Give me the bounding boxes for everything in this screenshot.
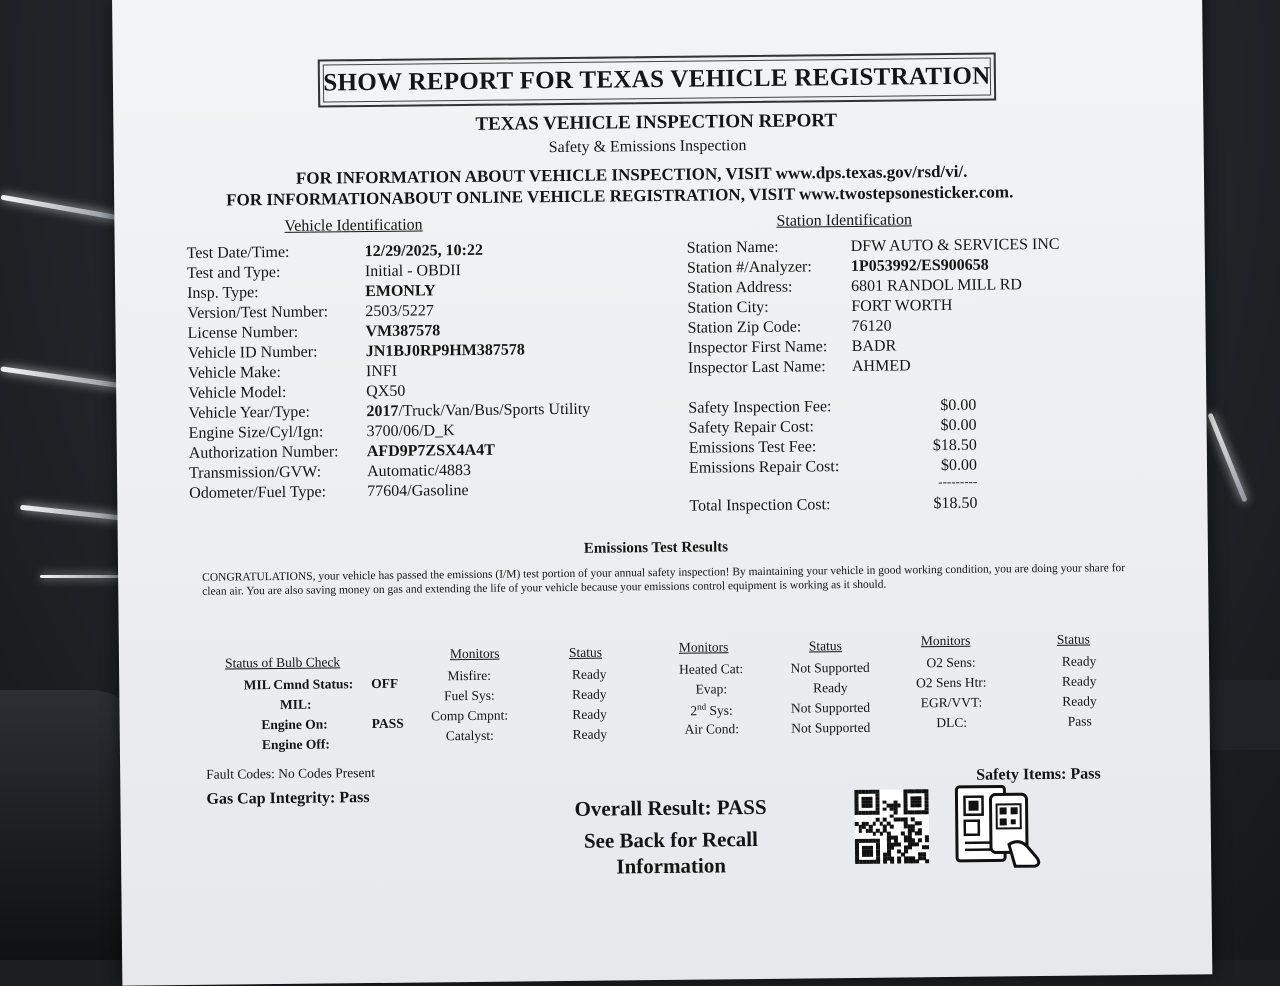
monitor-name: Catalyst:	[420, 727, 520, 744]
field-label: Station Zip Code:	[687, 319, 801, 338]
field-value: 77604/Gasoline	[367, 482, 469, 501]
monitor-name: Fuel Sys:	[419, 687, 519, 704]
model-year: 2017	[366, 403, 398, 420]
report-subtitle: Safety & Emissions Inspection	[549, 137, 747, 157]
monitor-name: Evap:	[659, 681, 763, 698]
body-type: /Truck/Van/Bus/Sports Utility	[398, 401, 590, 420]
field-label: Vehicle ID Number:	[188, 344, 318, 363]
recall-notice-line-1: See Back for Recall	[541, 827, 801, 855]
ceiling-light	[1207, 413, 1247, 503]
field-value: AHMED	[852, 357, 911, 376]
field-label: Inspector Last Name:	[688, 358, 826, 377]
monitor-status: Ready	[1039, 673, 1119, 690]
field-value: VM387578	[365, 322, 440, 341]
bulb-value: OFF	[371, 676, 398, 692]
bulb-check-heading: Status of Bulb Check	[225, 654, 340, 671]
fee-value: $0.00	[922, 397, 976, 416]
monitor-name: Air Cond:	[660, 721, 764, 738]
overall-result: Overall Result: PASS	[540, 795, 800, 823]
safety-items: Safety Items: Pass	[976, 765, 1101, 784]
bulb-label: MIL Cmnd Status:	[229, 676, 353, 693]
fee-value: $0.00	[923, 457, 977, 476]
qr-code-icon	[854, 789, 929, 864]
field-label: Test and Type:	[187, 264, 281, 283]
field-label: Insp. Type:	[187, 284, 259, 303]
ceiling-light	[0, 366, 124, 388]
monitor-name: DLC:	[900, 714, 1004, 731]
monitor-status: Ready	[775, 680, 885, 697]
field-label: Vehicle Year/Type:	[188, 404, 310, 423]
monitors-header: Monitors	[679, 639, 729, 656]
field-label: Transmission/GVW:	[189, 464, 321, 483]
document-phone-qr-icon	[950, 782, 1045, 869]
field-value: Initial - OBDII	[365, 262, 461, 281]
total-cost-label: Total Inspection Cost:	[689, 496, 830, 515]
monitor-name: O2 Sens:	[899, 654, 1003, 671]
fee-separator: ---------	[923, 474, 977, 491]
fee-label: Safety Inspection Fee:	[688, 398, 831, 417]
ceiling-light	[40, 575, 120, 578]
fee-value: $0.00	[922, 417, 976, 436]
fee-label: Safety Repair Cost:	[689, 418, 814, 437]
field-value: INFI	[366, 363, 397, 381]
field-label: Station Address:	[687, 279, 793, 298]
monitor-status: Ready	[1039, 693, 1119, 710]
field-value: 3700/06/D_K	[367, 422, 455, 441]
monitor-name: 2nd Sys:	[659, 701, 763, 720]
status-header: Status	[569, 645, 602, 661]
monitor-status: Ready	[550, 706, 630, 723]
field-value: FORT WORTH	[851, 297, 952, 316]
field-value: JN1BJ0RP9HM387578	[366, 341, 525, 361]
fee-label: Emissions Test Fee:	[689, 438, 817, 457]
field-label: Test Date/Time:	[187, 244, 290, 263]
field-label: Station Name:	[687, 239, 779, 258]
monitor-status: Not Supported	[776, 720, 886, 737]
field-value: DFW AUTO & SERVICES INC	[851, 236, 1060, 256]
field-value: 6801 RANDOL MILL RD	[851, 276, 1022, 296]
field-value: EMONLY	[365, 282, 436, 301]
field-label: Inspector First Name:	[688, 338, 828, 357]
monitor-status: Ready	[549, 666, 629, 683]
report-title: TEXAS VEHICLE INSPECTION REPORT	[475, 110, 837, 136]
field-label: Vehicle Model:	[188, 384, 286, 403]
field-value: 2503/5227	[365, 302, 434, 321]
monitor-name: Heated Cat:	[659, 661, 763, 678]
vehicle-identification-heading: Vehicle Identification	[284, 216, 422, 235]
field-value	[366, 401, 590, 421]
monitor-status: Ready	[1039, 653, 1119, 670]
field-value: Automatic/4883	[367, 462, 471, 481]
status-header: Status	[1057, 632, 1090, 648]
monitor-status: Not Supported	[775, 660, 885, 677]
field-value: QX50	[366, 383, 405, 401]
monitor-name: Comp Cmpnt:	[420, 707, 520, 724]
field-value: 12/29/2025, 10:22	[365, 242, 483, 261]
bulb-value: PASS	[372, 716, 404, 732]
field-label: Station City:	[687, 299, 769, 318]
field-label: Odometer/Fuel Type:	[189, 483, 326, 502]
field-label: Vehicle Make:	[188, 364, 281, 383]
bulb-label: Engine On:	[230, 716, 328, 733]
field-value: 76120	[851, 318, 891, 336]
inspection-report-paper	[112, 0, 1212, 986]
monitor-name: Misfire:	[419, 667, 519, 684]
total-cost-value: $18.50	[923, 495, 977, 514]
ceiling-light	[0, 195, 119, 221]
station-identification-heading: Station Identification	[776, 211, 912, 230]
monitors-header: Monitors	[450, 646, 500, 663]
info-line-inspection: FOR INFORMATION ABOUT VEHICLE INSPECTION, VISIT www.dps.texas.gov/rsd/vi/.	[296, 162, 968, 189]
monitor-status: Pass	[1040, 713, 1120, 730]
field-label: Authorization Number:	[189, 443, 339, 463]
monitor-status: Not Supported	[775, 700, 885, 717]
emissions-results-heading: Emissions Test Results	[584, 539, 728, 558]
emissions-message: CONGRATULATIONS, your vehicle has passed the emissions (I/M) test portion of your annual safety inspection! By maintaining your vehicle in good working condition, you are doing your share for clean air. You are also saving money on gas and extending the life of your vehicle because your emissions control equipment is working as it should.	[202, 561, 1132, 599]
status-header: Status	[809, 638, 842, 654]
monitor-status: Ready	[550, 726, 630, 743]
field-value: AFD9P7ZSX4A4T	[367, 442, 495, 461]
ceiling-light	[20, 505, 120, 520]
recall-notice-line-2: Information	[541, 853, 801, 881]
fee-value: $18.50	[923, 437, 977, 456]
field-label: License Number:	[187, 324, 298, 343]
monitor-name: O2 Sens Htr:	[899, 674, 1003, 691]
fee-label: Emissions Repair Cost:	[689, 458, 839, 478]
field-label: Station #/Analyzer:	[687, 258, 812, 277]
fault-codes: Fault Codes: No Codes Present	[206, 765, 375, 783]
gas-cap-integrity: Gas Cap Integrity: Pass	[206, 789, 369, 809]
field-label: Engine Size/Cyl/Ign:	[189, 424, 324, 443]
field-value: BADR	[852, 338, 897, 356]
monitor-name: EGR/VVT:	[899, 694, 1003, 711]
bulb-label: Engine Off:	[230, 736, 330, 753]
monitor-status: Ready	[549, 686, 629, 703]
info-line-registration: FOR INFORMATIONABOUT ONLINE VEHICLE REGISTRATION, VISIT www.twostepsonesticker.com.	[226, 182, 1013, 210]
monitors-header: Monitors	[921, 633, 971, 650]
field-label: Version/Test Number:	[187, 303, 328, 322]
field-value: 1P053992/ES900658	[851, 257, 989, 276]
report-banner: SHOW REPORT FOR TEXAS VEHICLE REGISTRATION	[318, 52, 996, 107]
bulb-label: MIL:	[229, 697, 311, 714]
